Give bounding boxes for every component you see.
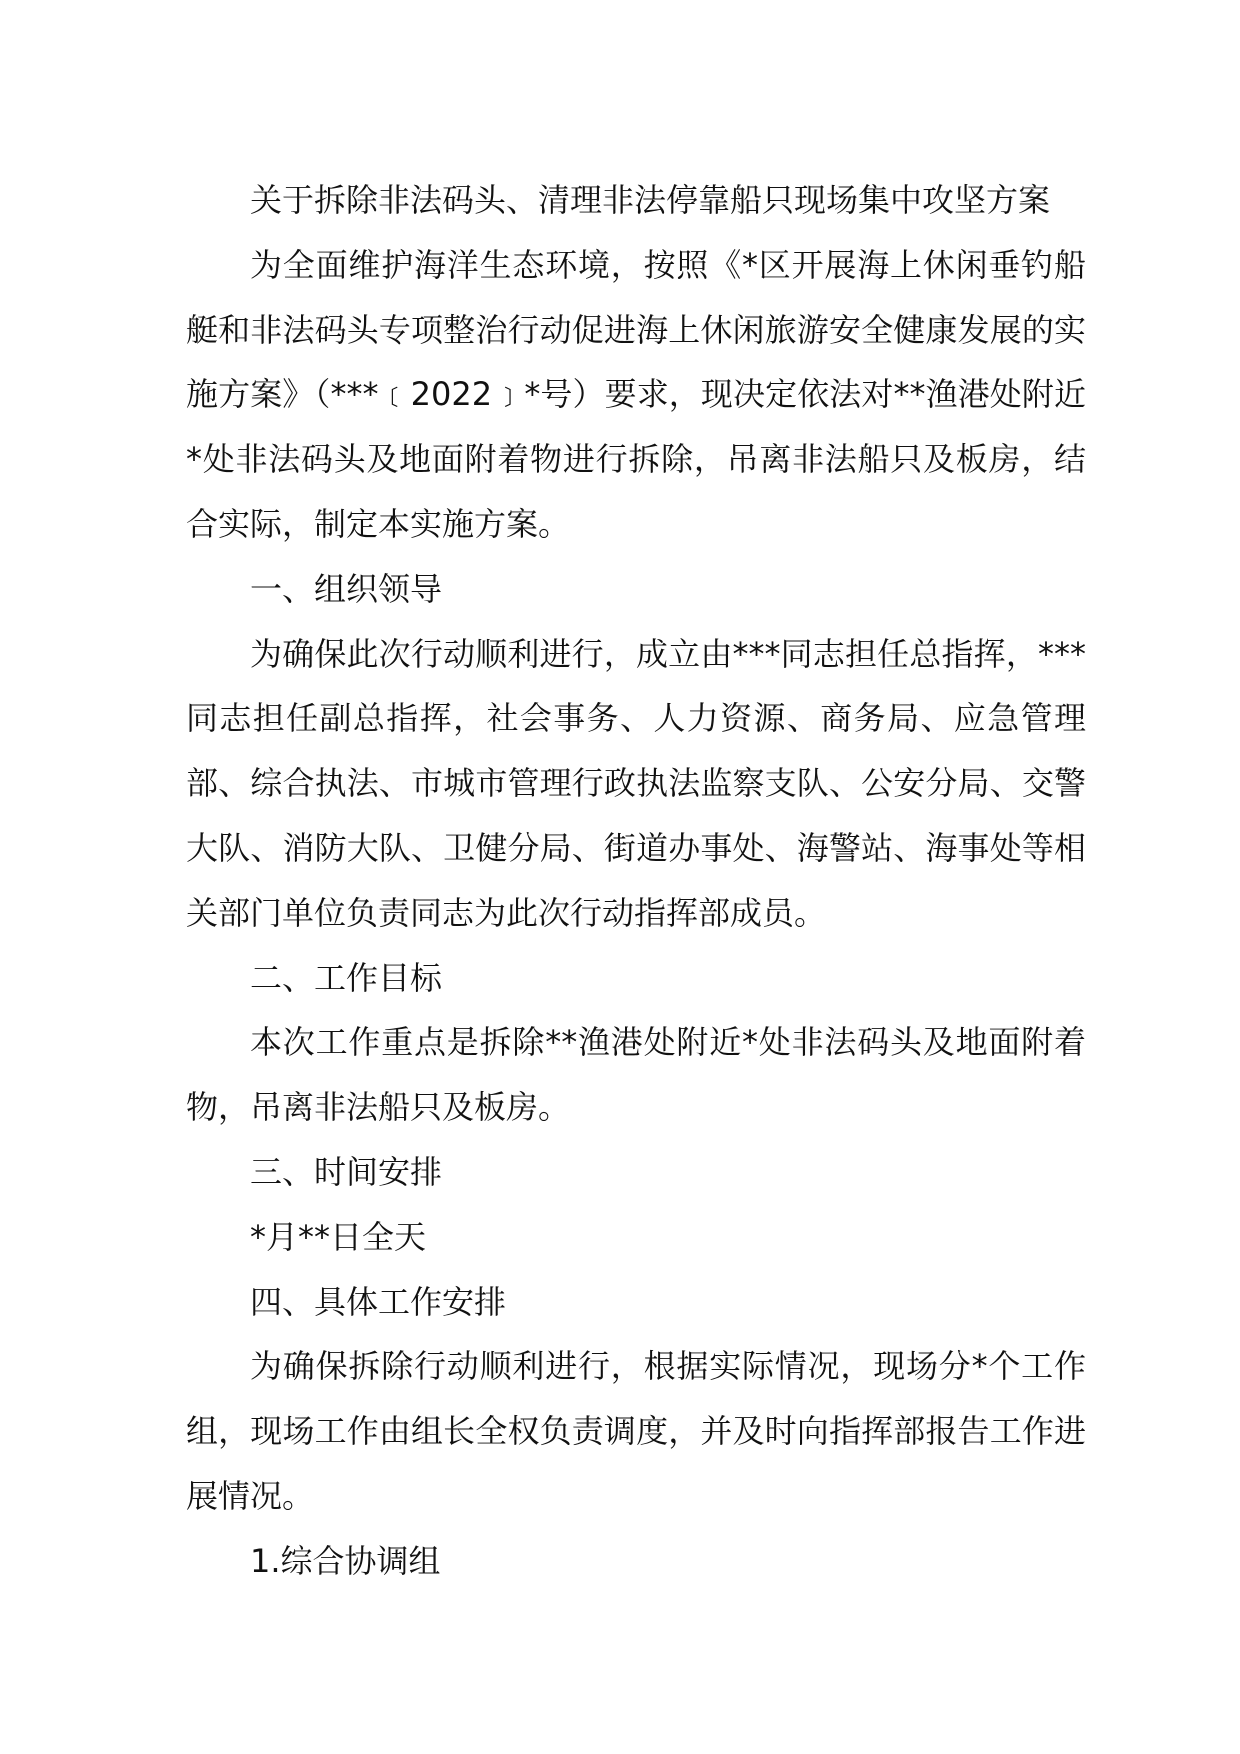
intro-paragraph: 为全面维护海洋生态环境，按照《*区开展海上休闲垂钓船艇和非法码头专项整治行动促进海上休闲旅游安全健康发展的实施方案》（***﹝2022﹞*号）要求，现决定依法对**渔港处附近*处非法码头及地面附着物进行拆除，吊离非法船只及板房，结合实际，制定本实施方案。 [186,245,1086,543]
section-heading-schedule: 三、时间安排 [250,1152,443,1191]
section-body-organization: 为确保此次行动顺利进行，成立由***同志担任总指挥，***同志担任副总指挥，社会事务、人力资源、商务局、应急管理部、综合执法、市城市管理行政执法监察支队、公安分局、交警大队、消防大队、卫健分局、街道办事处、海警站、海事处等相关部门单位负责同志为此次行动指挥部成员。 [186,634,1086,932]
document-title: 关于拆除非法码头、清理非法停靠船只现场集中攻坚方案 [250,181,1051,219]
section-body-arrangement: 为确保拆除行动顺利进行，根据实际情况，现场分*个工作组，现场工作由组长全权负责调度，并及时向指挥部报告工作进展情况。 [186,1347,1086,1515]
section-heading-goal: 二、工作目标 [250,958,443,997]
section-heading-organization: 一、组织领导 [250,569,443,608]
subheading-coordination-group: 1.综合协调组 [250,1541,441,1580]
section-heading-arrangement: 四、具体工作安排 [250,1282,507,1321]
section-body-schedule: *月**日全天 [250,1217,427,1256]
document-body [186,168,1086,1594]
section-body-goal: 本次工作重点是拆除**渔港处附近*处非法码头及地面附着物，吊离非法船只及板房。 [186,1023,1086,1127]
